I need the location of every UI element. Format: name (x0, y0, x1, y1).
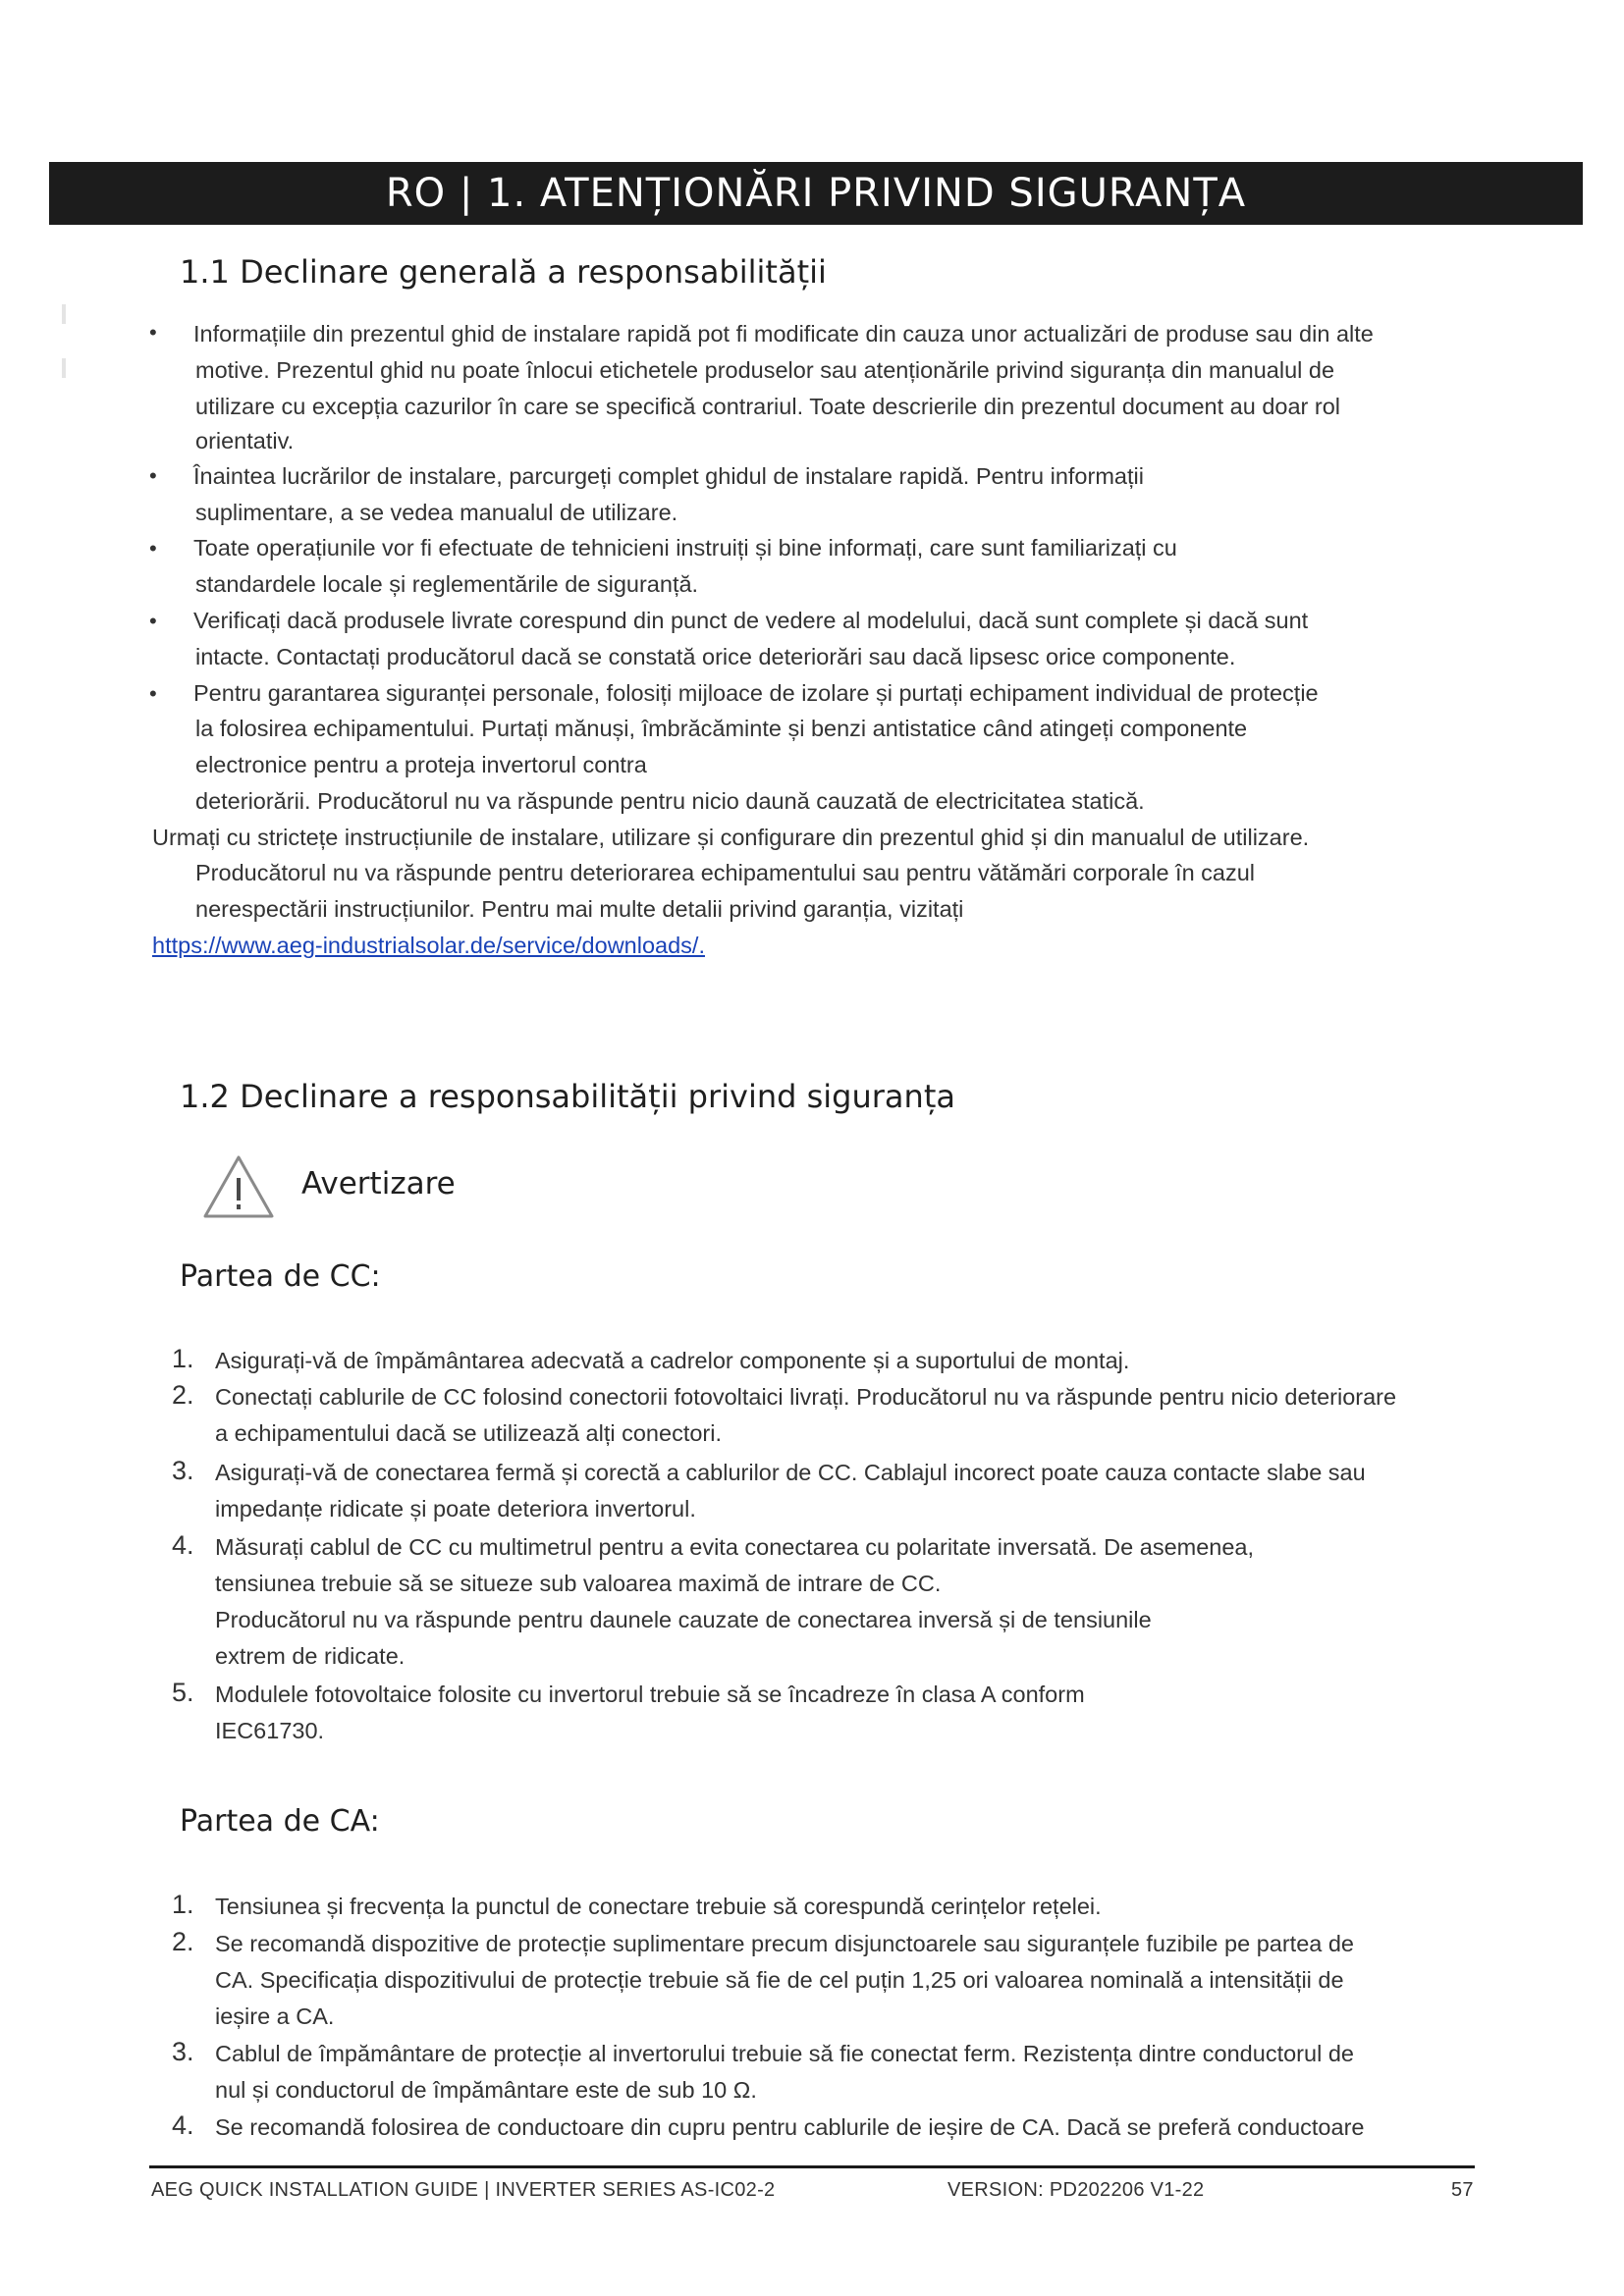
ac-side-heading: Partea de CA: (180, 1804, 380, 1839)
bullet-marker: • (149, 463, 157, 488)
text-line: deteriorării. Producătorul nu va răspunde pentru nicio daună cauzată de electricitatea statică. (195, 788, 1145, 814)
bullet-marker: • (149, 681, 157, 706)
list-number: 5. (172, 1678, 194, 1707)
text-line: Toate operațiunile vor fi efectuate de tehnicieni instruiți și bine informați, care sunt familiarizați cu (193, 535, 1177, 561)
text-line: extrem de ridicate. (215, 1643, 406, 1669)
list-number: 3. (172, 2037, 194, 2066)
text-line: motive. Prezentul ghid nu poate înlocui etichetele produselor sau atenționările privind siguranța din manualul de (195, 357, 1335, 383)
text-line: Cablul de împământare de protecție al invertorului trebuie să fie conectat ferm. Rezistența dintre conductorul de (215, 2041, 1354, 2066)
section-banner: RO | 1. ATENȚIONĂRI PRIVIND SIGURANȚA (49, 162, 1583, 225)
text-line: Urmați cu strictețe instrucțiunile de instalare, utilizare și configurare din prezentul ghid și din manualul de utilizare. (152, 825, 1310, 850)
dc-side-heading: Partea de CC: (180, 1259, 381, 1294)
text-line: IEC61730. (215, 1718, 325, 1743)
warning-label: Avertizare (301, 1166, 456, 1201)
list-number: 1. (172, 1890, 194, 1919)
text-line: Tensiunea și frecvența la punctul de conectare trebuie să corespundă cerințelor rețelei. (215, 1894, 1102, 1919)
list-number: 4. (172, 1530, 194, 1560)
text-line: suplimentare, a se vedea manualul de utilizare. (195, 500, 678, 525)
text-line: Măsurați cablul de CC cu multimetrul pentru a evita conectarea cu polaritate inversată. De asemenea, (215, 1534, 1255, 1560)
text-line: Producătorul nu va răspunde pentru daunele cauzate de conectarea inversă și de tensiunile (215, 1607, 1152, 1632)
text-line: Pentru garantarea siguranței personale, folosiți mijloace de izolare și purtați echipament individual de protecție (193, 680, 1319, 706)
section-1-1-heading: 1.1 Declinare generală a responsabilității (180, 253, 827, 291)
list-number: 2. (172, 1380, 194, 1410)
warning-block (201, 1152, 515, 1221)
text-line: intacte. Contactați producătorul dacă se constată orice deteriorări sau dacă lipsesc orice componente. (195, 644, 1236, 669)
text-line: impedanțe ridicate și poate deteriora invertorul. (215, 1496, 696, 1522)
footer-guide-title: AEG QUICK INSTALLATION GUIDE | INVERTER SERIES AS-IC02-2 (151, 2179, 776, 2201)
text-line: Asigurați-vă de conectarea fermă și corectă a cablurilor de CC. Cablajul incorect poate cauza contacte slabe sau (215, 1460, 1366, 1485)
section-1-2-heading: 1.2 Declinare a responsabilității privind siguranța (180, 1078, 955, 1115)
text-line: nul și conductorul de împământare este de sub 10 Ω. (215, 2077, 757, 2103)
text-line: la folosirea echipamentului. Purtați mănuși, îmbrăcăminte și benzi antistatice când atingeți componente (195, 716, 1248, 741)
text-line: electronice pentru a proteja invertorul contra (195, 752, 647, 777)
text-line: ieșire a CA. (215, 2003, 335, 2029)
bullet-marker: • (149, 320, 157, 345)
text-line: Înaintea lucrărilor de instalare, parcurgeți complet ghidul de instalare rapidă. Pentru informații (193, 463, 1144, 489)
list-number: 2. (172, 1927, 194, 1956)
text-line: nerespectării instrucțiunilor. Pentru mai multe detalii privind garanția, vizitați (195, 896, 964, 922)
text-line: Informațiile din prezentul ghid de instalare rapidă pot fi modificate din cauza unor actualizări de produse sau din alte (193, 321, 1374, 347)
text-line: orientativ. (195, 428, 295, 454)
text-line: utilizare cu excepția cazurilor în care se specifică contrariul. Toate descrierile din prezentul document au doar rol (195, 394, 1341, 419)
text-line: Conectați cablurile de CC folosind conectorii fotovoltaici livrați. Producătorul nu va răspunde pentru nicio deteriorare (215, 1384, 1397, 1410)
list-number: 1. (172, 1344, 194, 1373)
list-number: 4. (172, 2110, 194, 2140)
text-line: Asigurați-vă de împământarea adecvată a cadrelor componente și a suportului de montaj. (215, 1348, 1130, 1373)
text-line: standardele locale și reglementările de siguranță. (195, 571, 699, 597)
text-line: Modulele fotovoltaice folosite cu invertorul trebuie să se încadreze în clasa A conform (215, 1682, 1085, 1707)
bullet-marker: • (149, 609, 157, 633)
downloads-link[interactable]: https://www.aeg-industrialsolar.de/service/downloads/. (152, 933, 705, 958)
text-line: a echipamentului dacă se utilizează alți conectori. (215, 1420, 722, 1446)
text-line: CA. Specificația dispozitivului de protecție trebuie să fie de cel puțin 1,25 ori valoarea nominală a intensității de (215, 1967, 1344, 1993)
text-line: Verificați dacă produsele livrate corespund din punct de vedere al modelului, dacă sunt complete și dacă sunt (193, 608, 1309, 633)
list-number: 3. (172, 1456, 194, 1485)
margin-mark (62, 358, 66, 378)
page-number: 57 (1451, 2179, 1474, 2201)
bullet-marker: • (149, 536, 157, 561)
text-line: Se recomandă folosirea de conductoare din cupru pentru cablurile de ieșire de CA. Dacă se preferă conductoare (215, 2114, 1365, 2140)
text-line: tensiunea trebuie să se situeze sub valoarea maximă de intrare de CC. (215, 1571, 942, 1596)
margin-mark (62, 304, 66, 324)
footer-divider (149, 2165, 1475, 2168)
warning-triangle-icon (201, 1152, 276, 1221)
text-line: Se recomandă dispozitive de protecție suplimentare precum disjunctoarele sau siguranțele fuzibile pe partea de (215, 1931, 1355, 1956)
footer-version: VERSION: PD202206 V1-22 (947, 2179, 1205, 2201)
text-line: Producătorul nu va răspunde pentru deteriorarea echipamentului sau pentru vătămări corporale în cazul (195, 860, 1256, 885)
